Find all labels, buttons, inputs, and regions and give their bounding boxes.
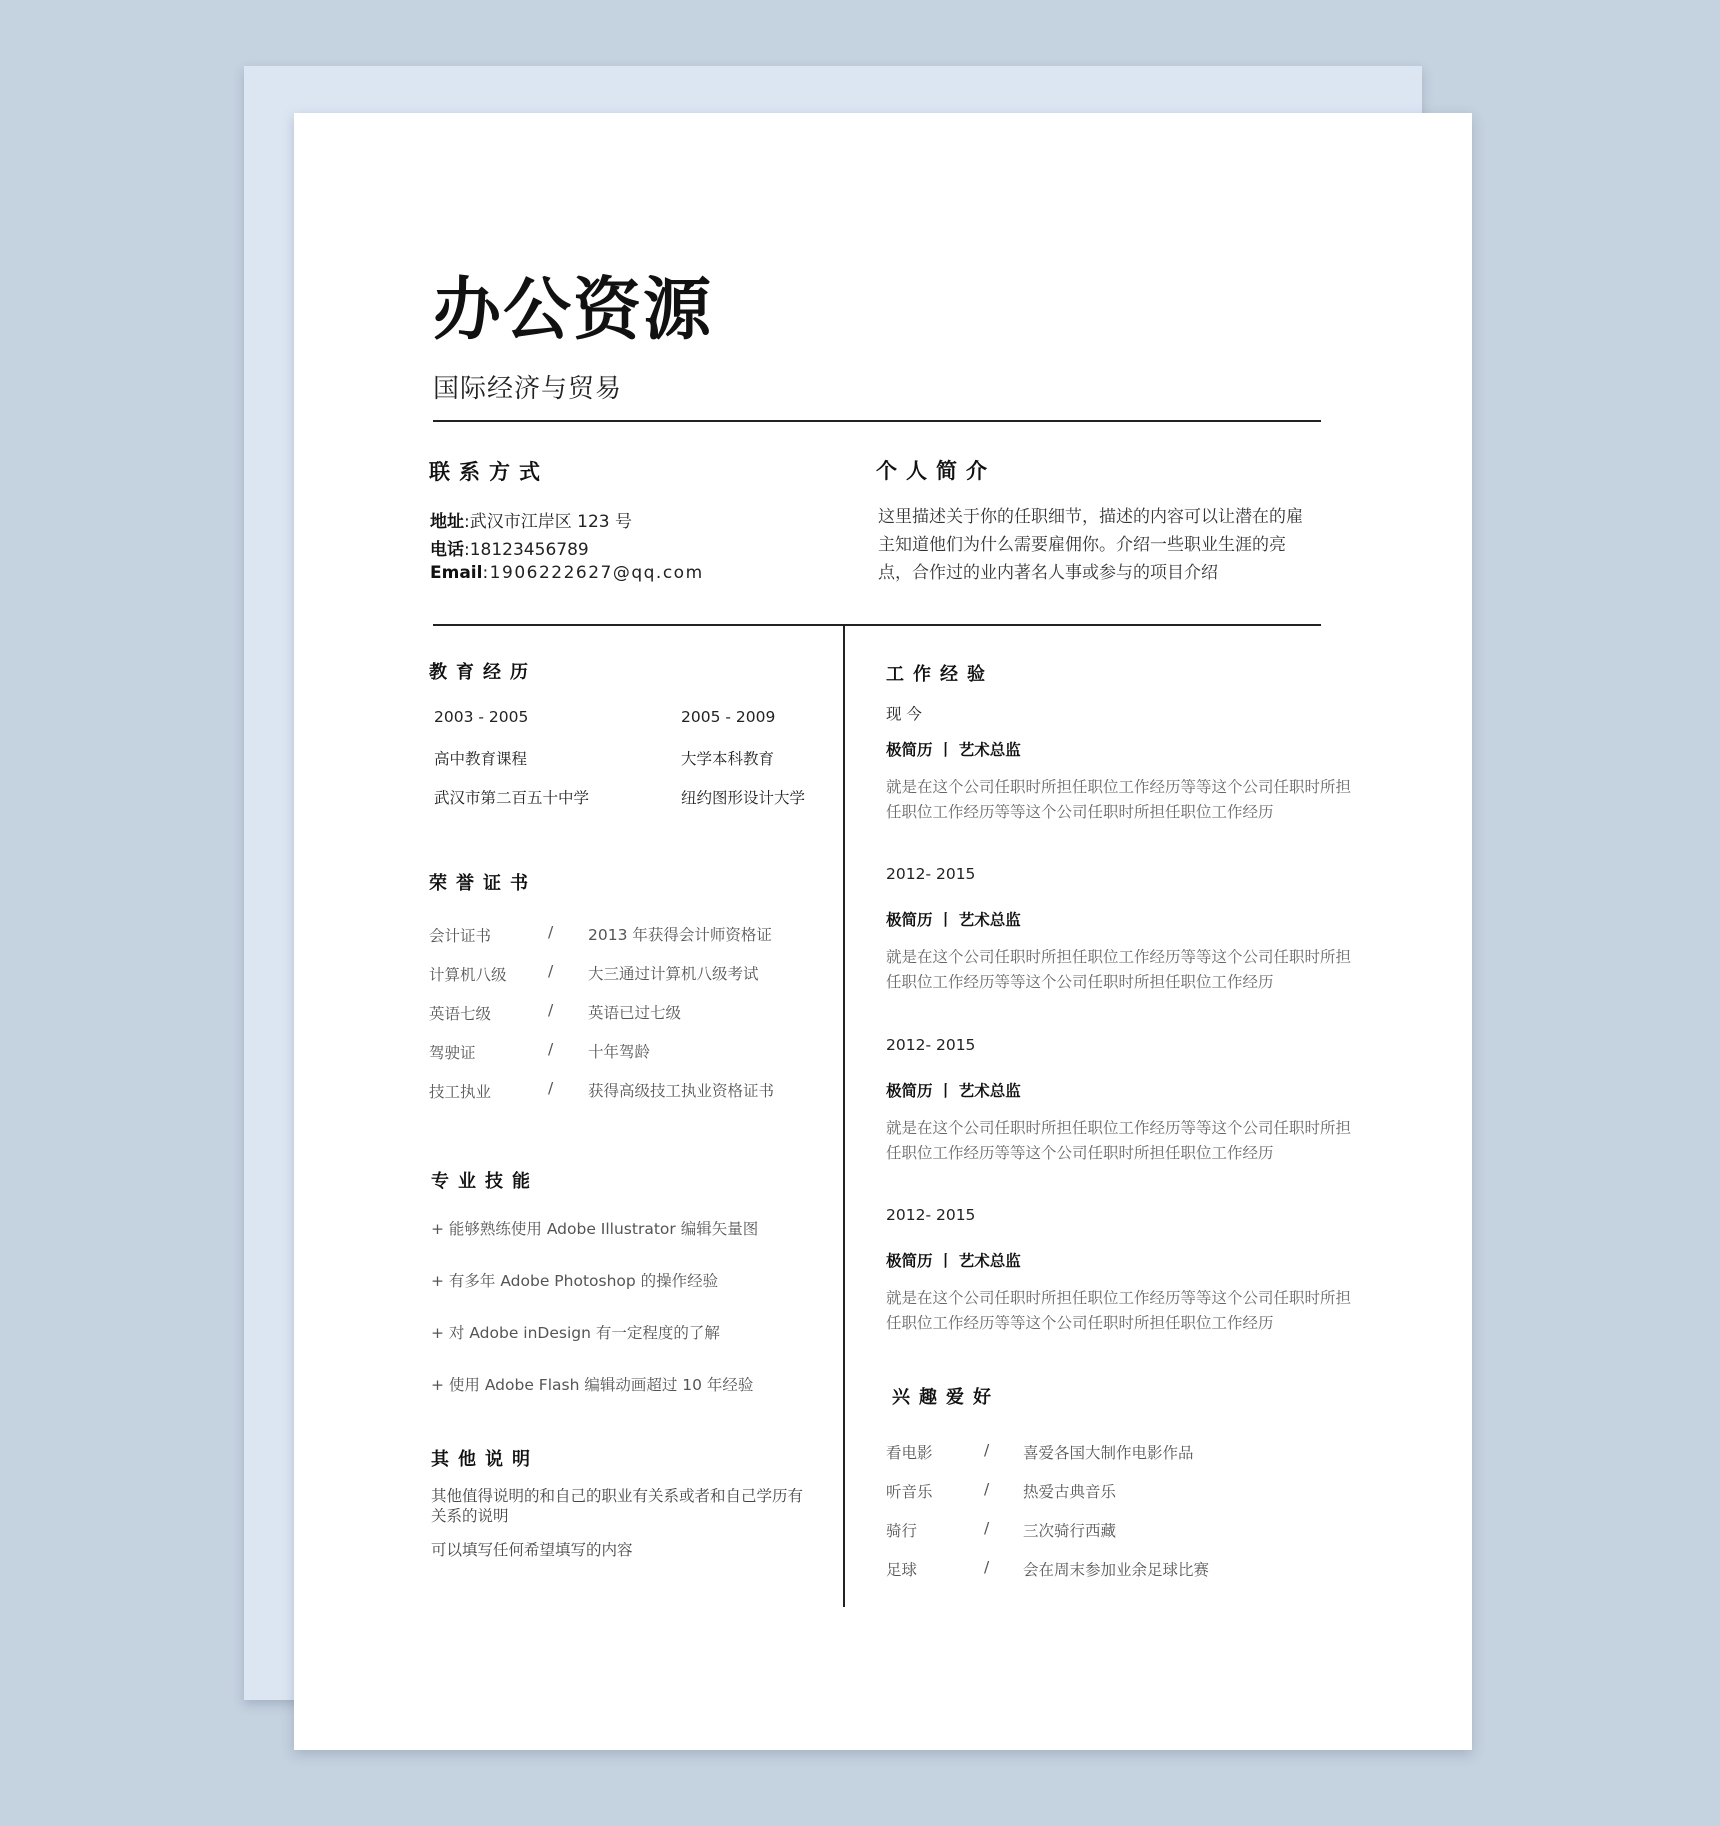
- contact-title: 联系方式: [429, 460, 549, 484]
- skills-title: 专业技能: [431, 1171, 539, 1192]
- hobby-name: 骑行: [886, 1522, 918, 1540]
- job-date: 2012- 2015: [886, 1206, 976, 1224]
- edu-program: 高中教育课程: [434, 750, 528, 768]
- phone-value: :18123456789: [464, 540, 589, 560]
- address-value: :武汉市江岸区 123 号: [464, 512, 632, 532]
- other-text: 可以填写任何希望填写的内容: [431, 1541, 633, 1559]
- hobbies-title: 兴趣爱好: [892, 1387, 1000, 1408]
- contact-phone: [430, 535, 589, 560]
- skill-item: + 对 Adobe inDesign 有一定程度的了解: [431, 1324, 720, 1342]
- honor-separator: /: [548, 1001, 554, 1019]
- address-label: 地址: [430, 512, 464, 532]
- resume-page: [294, 113, 1472, 1750]
- honor-name: 会计证书: [429, 927, 492, 945]
- honor-detail: 获得高级技工执业资格证书: [588, 1082, 775, 1100]
- honor-name: 技工执业: [429, 1083, 492, 1101]
- header-divider: [433, 420, 1321, 422]
- hobby-detail: 三次骑行西藏: [1023, 1522, 1117, 1540]
- hobby-separator: /: [984, 1519, 990, 1537]
- contact-email: [430, 563, 704, 583]
- honor-name: 驾驶证: [429, 1044, 476, 1062]
- hobby-detail: 热爱古典音乐: [1023, 1483, 1117, 1501]
- other-title: 其他说明: [431, 1449, 539, 1470]
- email-value: :1906222627@qq.com: [482, 563, 704, 583]
- honor-separator: /: [548, 1079, 554, 1097]
- edu-period: 2005 - 2009: [681, 708, 776, 726]
- education-title: 教育经历: [429, 662, 537, 683]
- hobby-name: 足球: [886, 1561, 918, 1579]
- honor-detail: 2013 年获得会计师资格证: [588, 926, 772, 944]
- honor-detail: 英语已过七级: [588, 1004, 682, 1022]
- profile-title: 个人简介: [876, 459, 996, 483]
- job-desc: 就是在这个公司任职时所担任职位工作经历等等这个公司任职时所担任职位工作经历等等这个公司任职时所担任职位工作经历: [886, 948, 1352, 991]
- honor-detail: 十年驾龄: [588, 1043, 651, 1061]
- hobby-separator: /: [984, 1480, 990, 1498]
- resume-name: 办公资源: [433, 271, 714, 350]
- honor-separator: /: [548, 1040, 554, 1058]
- job-date: 现 今: [886, 705, 922, 723]
- skill-item: + 能够熟练使用 Adobe Illustrator 编辑矢量图: [431, 1220, 759, 1238]
- honor-name: 计算机八级: [429, 966, 507, 984]
- contact-address: [430, 507, 632, 532]
- section-divider: [433, 624, 1321, 626]
- job-title: 极简历 丨 艺术总监: [886, 1252, 1021, 1270]
- honor-separator: /: [548, 923, 554, 941]
- job-desc: 就是在这个公司任职时所担任职位工作经历等等这个公司任职时所担任职位工作经历等等这个公司任职时所担任职位工作经历: [886, 1289, 1352, 1332]
- email-label: Email: [430, 563, 483, 583]
- other-text: 其他值得说明的和自己的职业有关系或者和自己学历有关系的说明: [431, 1487, 804, 1525]
- hobby-detail: 会在周末参加业余足球比赛: [1023, 1561, 1210, 1579]
- job-title: 极简历 丨 艺术总监: [886, 1082, 1021, 1100]
- edu-school: 武汉市第二百五十中学: [434, 789, 590, 807]
- honor-name: 英语七级: [429, 1005, 492, 1023]
- resume-major: 国际经济与贸易: [433, 374, 623, 404]
- job-title: 极简历 丨 艺术总监: [886, 741, 1021, 759]
- hobby-separator: /: [984, 1441, 990, 1459]
- edu-school: 纽约图形设计大学: [681, 789, 806, 807]
- job-date: 2012- 2015: [886, 1036, 976, 1054]
- edu-program: 大学本科教育: [681, 750, 775, 768]
- edu-period: 2003 - 2005: [434, 708, 529, 726]
- hobby-detail: 喜爱各国大制作电影作品: [1023, 1444, 1194, 1462]
- honor-separator: /: [548, 962, 554, 980]
- work-title: 工作经验: [886, 664, 994, 685]
- job-title: 极简历 丨 艺术总监: [886, 911, 1021, 929]
- skill-item: + 有多年 Adobe Photoshop 的操作经验: [431, 1272, 719, 1290]
- phone-label: 电话: [430, 540, 464, 560]
- hobby-name: 听音乐: [886, 1483, 933, 1501]
- job-desc: 就是在这个公司任职时所担任职位工作经历等等这个公司任职时所担任职位工作经历等等这个公司任职时所担任职位工作经历: [886, 778, 1352, 821]
- hobby-name: 看电影: [886, 1444, 933, 1462]
- hobby-separator: /: [984, 1558, 990, 1576]
- job-date: 2012- 2015: [886, 865, 976, 883]
- skill-item: + 使用 Adobe Flash 编辑动画超过 10 年经验: [431, 1376, 754, 1394]
- honor-detail: 大三通过计算机八级考试: [588, 965, 759, 983]
- honors-title: 荣誉证书: [429, 873, 537, 894]
- profile-text: 这里描述关于你的任职细节，描述的内容可以让潜在的雇主知道他们为什么需要雇佣你。介绍一些职业生涯的亮点，合作过的业内著名人事或参与的项目介绍: [878, 507, 1303, 583]
- job-desc: 就是在这个公司任职时所担任职位工作经历等等这个公司任职时所担任职位工作经历等等这个公司任职时所担任职位工作经历: [886, 1119, 1352, 1162]
- column-divider: [843, 625, 845, 1607]
